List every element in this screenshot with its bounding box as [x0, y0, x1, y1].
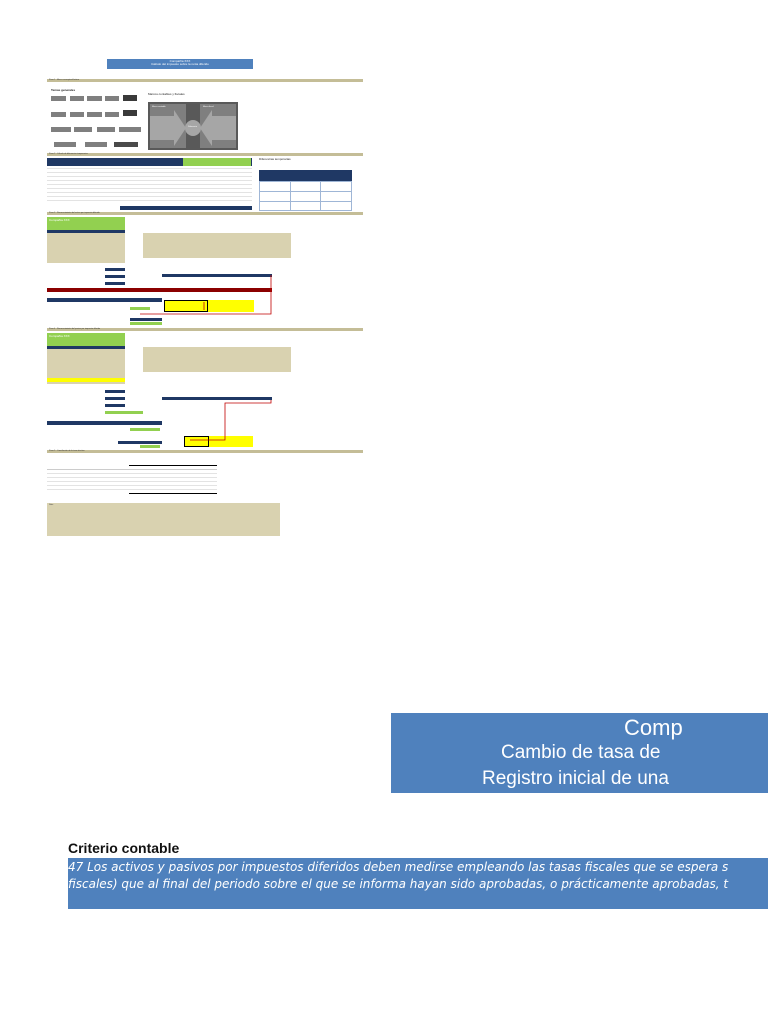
framework-diagram [148, 102, 238, 150]
highlight-row [47, 378, 125, 382]
summary-block-2 [143, 347, 291, 372]
term-box [119, 127, 141, 132]
criterio-heading: Criterio contable [68, 840, 180, 856]
center-label: Diferencia [188, 126, 198, 128]
term-box [51, 96, 66, 101]
right-framework-label: Marco fiscal [203, 106, 214, 108]
value-cell [105, 390, 125, 393]
input-block-1 [47, 233, 125, 263]
diff-table [259, 181, 352, 211]
value-cell [105, 404, 125, 407]
connector-lines-1 [140, 270, 280, 320]
banner-company: Comp [624, 715, 683, 740]
left-framework-label: Marco contable [152, 106, 166, 108]
section-bar-5: Paso 5 - Conciliación de la tasa efectiva [47, 450, 363, 453]
term-box [105, 112, 119, 117]
green-title-1: Compañía XXX [47, 217, 125, 230]
green-title-2: Compañía XXX [47, 333, 125, 346]
value-cell [105, 275, 125, 278]
reconciliation-table [47, 455, 217, 495]
term-box [97, 127, 115, 132]
footnote-box: Nota [47, 503, 280, 536]
summary-block-1 [143, 233, 291, 258]
page1-subtitle: Cálculo del impuesto sobre la renta diferido [151, 62, 209, 67]
total-cell [140, 445, 160, 448]
term-box [123, 110, 137, 116]
diff-heading: Diferencias temporarias [259, 157, 291, 161]
value-cell [105, 282, 125, 285]
term-box [51, 127, 71, 132]
section-bar-1: Paso 1 - Marco conceptual básico [47, 79, 363, 82]
temporary-differences-table [47, 168, 252, 204]
term-box [70, 112, 84, 117]
term-box [51, 112, 66, 117]
debit-cell [130, 428, 160, 431]
section-bar-2: Paso 2 - Cálculo de diferencias temporarias [47, 153, 363, 156]
company-header-banner [391, 713, 768, 793]
banner-line-2: Cambio de tasa de [501, 742, 661, 763]
criterio-paragraph-box [68, 858, 768, 909]
term-box [54, 142, 76, 147]
diagram-heading: Marcos contables y fiscales [148, 92, 185, 96]
term-box [85, 142, 107, 147]
criterio-line-1: 47 Los activos y pasivos por impuestos diferidos deben medirse empleando las tasas fiscales que se espera s [68, 860, 729, 874]
banner-line-3: Registro inicial de una [482, 768, 669, 789]
term-box [87, 112, 102, 117]
criterio-line-2: fiscales) que al final del periodo sobre el que se informa hayan sido aprobadas, o prácticamente aprobadas, t [68, 877, 729, 891]
table-total-row [120, 206, 252, 210]
term-box [70, 96, 84, 101]
table-header [47, 158, 252, 166]
connector-lines-2 [160, 395, 280, 450]
term-box [74, 127, 92, 132]
page1-title-box [107, 59, 253, 69]
credit-cell [118, 441, 162, 444]
term-box [87, 96, 102, 101]
page1-title: Compañía XXX [169, 59, 191, 63]
diff-table-header [259, 170, 352, 181]
total-cell [130, 322, 162, 325]
journal-header-2 [47, 421, 162, 425]
term-box [105, 96, 119, 101]
terms-heading: Temas generales [51, 88, 76, 92]
arrows-graphic [148, 110, 238, 146]
value-cell [105, 268, 125, 271]
value-cell [105, 397, 125, 400]
term-box [123, 95, 137, 101]
section-bar-4: Paso 4 - Reconocimiento del pasivo por impuesto diferido [47, 328, 363, 331]
value-cell [105, 411, 143, 414]
section-bar-3: Paso 3 - Reconocimiento del activo por impuesto diferido [47, 212, 363, 215]
term-box [114, 142, 138, 147]
